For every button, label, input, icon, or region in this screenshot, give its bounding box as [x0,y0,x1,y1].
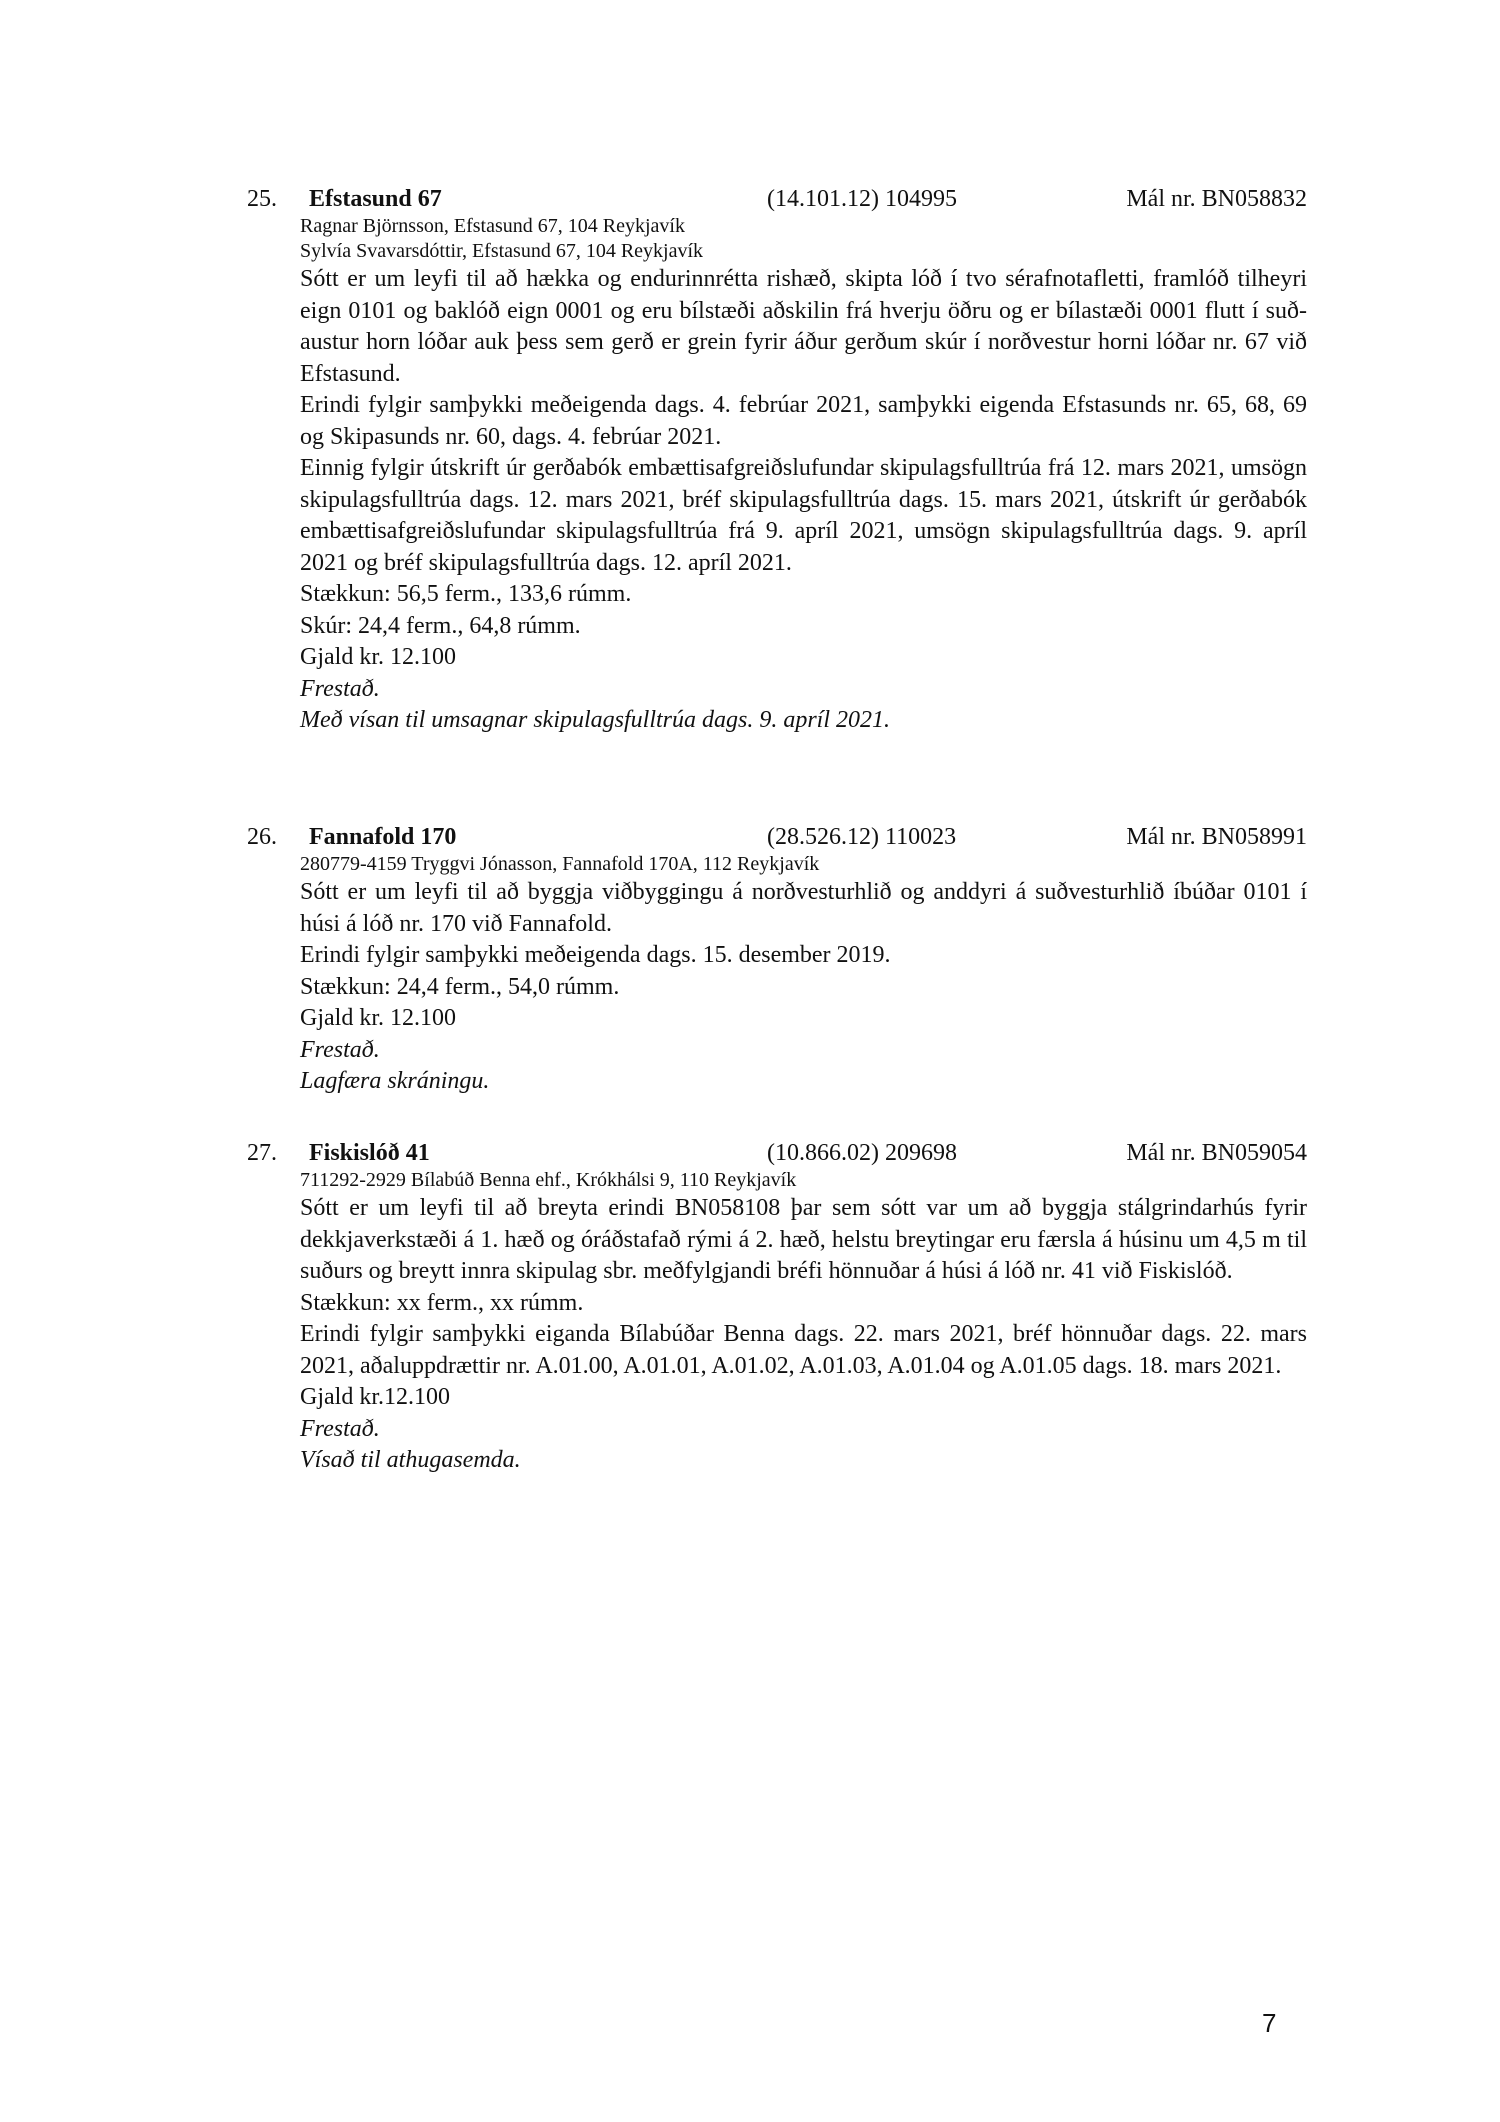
agenda-item-26 [247,822,1307,1098]
item-case-number: Mál nr. BN058832 [1126,186,1307,212]
agenda-item-25 [247,184,1307,737]
decision-note: Lagfæra skráningu. [300,1068,490,1094]
item-body [300,1168,1307,1477]
item-title: Efstasund 67 [309,186,442,212]
decision: Frestað. [300,1415,380,1442]
item-number: 27. [247,1140,277,1166]
agenda-item-27 [247,1138,1307,1477]
decision-note: Með vísan til umsagnar skipulagsfulltrúa dags. 9. apríl 2021. [300,707,891,733]
item-reference: (14.101.12) 104995 [767,186,957,212]
item-line: Skúr: 24,4 ferm., 64,8 rúmm. [300,612,581,639]
item-paragraph: Sótt er um leyfi til að hækka og endurinnrétta rishæð, skipta lóð í tvo sérafnotafletti, framlóð tilheyri eign 0101 og baklóð eign 0001 og eru bílstæði aðskilin frá hverju öðru og er bílastæði 0001 flutt í suð-austur horn lóðar auk þess sem gerð er grein fyrir áður gerðum skúr í norðvestur horni lóðar nr. 67 við Efstasund. [300,266,1307,387]
item-title: Fannafold 170 [309,824,457,850]
item-title: Fiskislóð 41 [309,1140,430,1166]
item-paragraph: Erindi fylgir samþykki eiganda Bílabúðar Benna dags. 22. mars 2021, bréf hönnuðar dags. 22. mars 2021, aðaluppdrættir nr. A.01.00, A.01.01, A.01.02, A.01.03, A.01.04 og A.01.05 dags. 18. mars 2021. [300,1321,1307,1379]
decision-note: Vísað til athugasemda. [300,1447,521,1473]
applicant: Sylvía Svavarsdóttir, Efstasund 67, 104 Reykjavík [300,240,704,262]
item-reference: (28.526.12) 110023 [767,824,957,850]
fee-line: Gjald kr.12.100 [300,1384,450,1410]
decision: Frestað. [300,1036,380,1063]
applicant: 711292-2929 Bílabúð Benna ehf., Krókhálsi 9, 110 Reykjavík [300,1169,797,1191]
item-line: Stækkun: xx ferm., xx rúmm. [300,1289,584,1316]
item-body [300,852,1307,1098]
decision: Frestað. [300,675,380,702]
applicant: 280779-4159 Tryggvi Jónasson, Fannafold 170A, 112 Reykjavík [300,853,820,875]
item-header [247,1138,1307,1168]
item-case-number: Mál nr. BN059054 [1126,1140,1307,1166]
item-case-number: Mál nr. BN058991 [1126,824,1307,850]
item-number: 26. [247,824,277,850]
item-line: Stækkun: 24,4 ferm., 54,0 rúmm. [300,973,620,1000]
page-number: 7 [1262,2008,1277,2038]
fee-line: Gjald kr. 12.100 [300,1005,456,1031]
item-line: Stækkun: 56,5 ferm., 133,6 rúmm. [300,581,632,607]
item-body [300,214,1307,737]
item-paragraph: Erindi fylgir samþykki meðeigenda dags. 15. desember 2019. [300,942,891,968]
item-header [247,822,1307,852]
item-paragraph: Einnig fylgir útskrift úr gerðabók embættisafgreiðslufundar skipulagsfulltrúa frá 12. mars 2021, umsögn skipulagsfulltrúa dags. 12. mars 2021, bréf skipulagsfulltrúa dags. 15. mars 2021, útskrift úr gerðabók embættisafgreiðslufundar skipulagsfulltrúa frá 9. apríl 2021, umsögn skipulagsfulltrúa dags. 9. apríl 2021 og bréf skipulagsfulltrúa dags. 12. apríl 2021. [300,455,1307,576]
item-number: 25. [247,186,277,212]
item-header [247,184,1307,214]
applicant: Ragnar Björnsson, Efstasund 67, 104 Reykjavík [300,215,685,237]
item-paragraph: Sótt er um leyfi til að byggja viðbyggingu á norðvesturhlið og anddyri á suðvesturhlið íbúðar 0101 í húsi á lóð nr. 170 við Fannafold. [300,879,1307,937]
fee-line: Gjald kr. 12.100 [300,644,456,670]
item-paragraph: Sótt er um leyfi til að breyta erindi BN058108 þar sem sótt var um að byggja stálgrindarhús fyrir dekkjaverkstæði á 1. hæð og óráðstafað rými á 2. hæð, helstu breytingar eru færsla á húsinu um 4,5 m til suðurs og breytt innra skipulag sbr. meðfylgjandi bréfi hönnuðar á húsi á lóð nr. 41 við Fiskislóð. [300,1195,1307,1284]
item-paragraph: Erindi fylgir samþykki meðeigenda dags. 4. febrúar 2021, samþykki eigenda Efstasunds nr. 65, 68, 69 og Skipasunds nr. 60, dags. 4. febrúar 2021. [300,392,1307,450]
item-reference: (10.866.02) 209698 [767,1140,957,1166]
